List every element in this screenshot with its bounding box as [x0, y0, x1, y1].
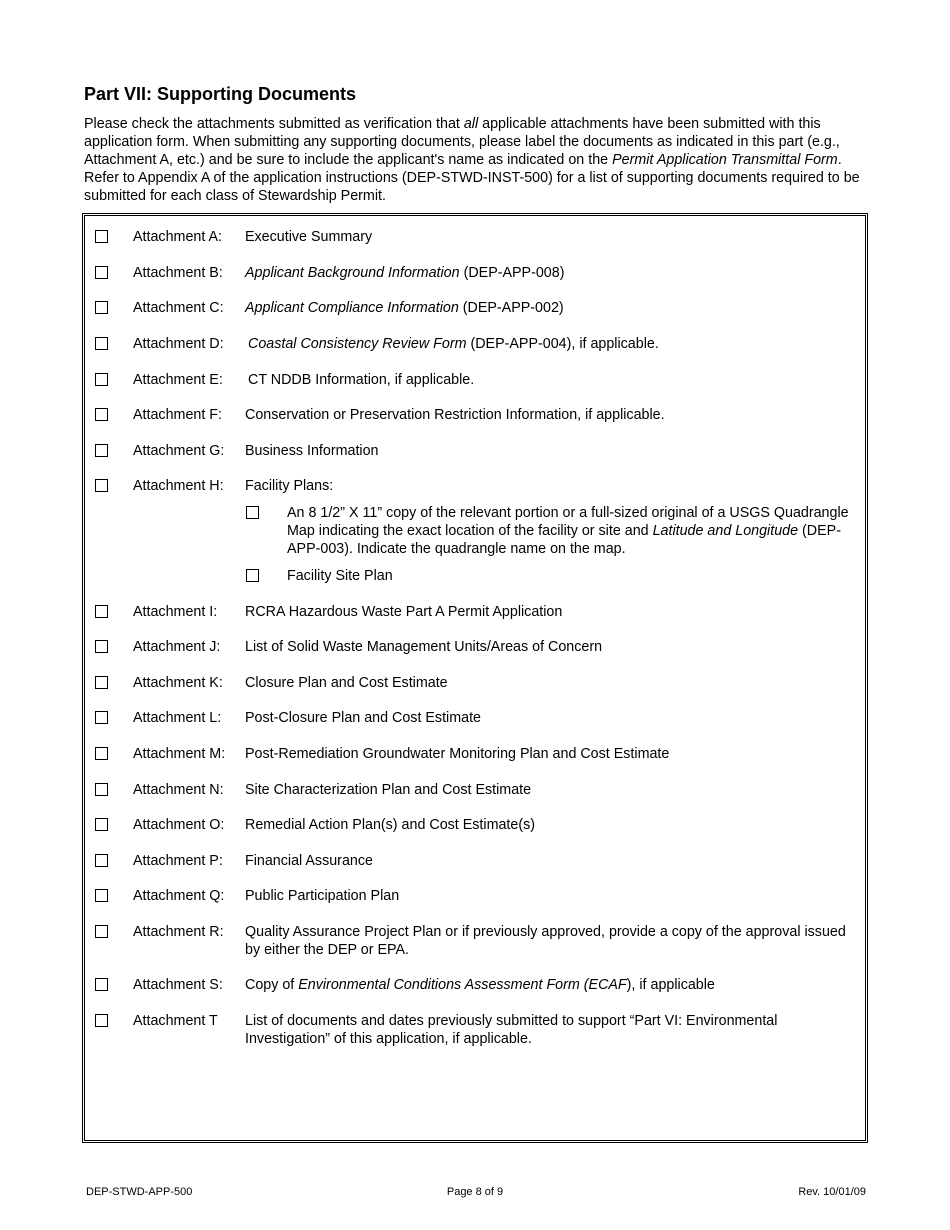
attachment-f-desc: Conservation or Preservation Restriction Information, if applicable.: [245, 407, 665, 423]
attachment-p-label: Attachment P:: [133, 853, 223, 869]
attachment-i-label: Attachment I:: [133, 604, 218, 620]
footer-form-id: DEP-STWD-APP-500: [86, 1186, 193, 1198]
attachment-s-checkbox[interactable]: [95, 978, 108, 991]
attachment-j-label: Attachment J:: [133, 639, 221, 655]
attachment-h-checkbox[interactable]: [95, 479, 108, 492]
attachment-r-desc: Quality Assurance Project Plan or if previously approved, provide a copy of the approval issued by either the DEP or EPA.: [245, 924, 846, 958]
attachment-g-desc: Business Information: [245, 443, 379, 459]
attachment-p-checkbox[interactable]: [95, 854, 108, 867]
attachment-o-desc: Remedial Action Plan(s) and Cost Estimate(s): [245, 817, 536, 833]
attachment-l-label: Attachment L:: [133, 710, 222, 726]
attachment-b-desc: Applicant Background Information (DEP-APP-008): [245, 265, 565, 281]
attachment-t-desc: List of documents and dates previously submitted to support “Part VI: Environmental Investigation” of this application, if applicable.: [245, 1013, 778, 1047]
attachment-e-checkbox[interactable]: [95, 373, 108, 386]
attachments-box: [82, 213, 868, 1143]
attachment-g-label: Attachment G:: [133, 443, 225, 459]
attachment-m-desc: Post-Remediation Groundwater Monitoring Plan and Cost Estimate: [245, 746, 670, 762]
attachment-i-checkbox[interactable]: [95, 605, 108, 618]
attachment-h-siteplan-desc: Facility Site Plan: [287, 568, 393, 584]
attachment-a-checkbox[interactable]: [95, 230, 108, 243]
attachment-q-checkbox[interactable]: [95, 889, 108, 902]
footer-page-number: Page 8 of 9: [446, 1186, 504, 1198]
attachment-d-checkbox[interactable]: [95, 337, 108, 350]
attachment-k-label: Attachment K:: [133, 675, 223, 691]
attachment-j-checkbox[interactable]: [95, 640, 108, 653]
attachment-c-desc: Applicant Compliance Information (DEP-APP-002): [245, 300, 564, 316]
attachment-l-desc: Post-Closure Plan and Cost Estimate: [245, 710, 482, 726]
attachment-s-label: Attachment S:: [133, 977, 223, 993]
attachment-f-label: Attachment F:: [133, 407, 222, 423]
attachment-t-label: Attachment T: [133, 1013, 218, 1029]
attachment-h-usgs-checkbox[interactable]: [246, 506, 259, 519]
attachment-c-label: Attachment C:: [133, 300, 224, 316]
attachment-r-label: Attachment R:: [133, 924, 224, 940]
attachment-q-label: Attachment Q:: [133, 888, 225, 904]
attachment-r-checkbox[interactable]: [95, 925, 108, 938]
attachment-h-usgs-desc: An 8 1/2” X 11” copy of the relevant portion or a full-sized original of a USGS Quadrangle Map indicating the exact location of the facility or site and Latitude and Longitude (DEP-APP-003). Indicate the quadrangle name on the map.: [287, 505, 849, 557]
attachment-g-checkbox[interactable]: [95, 444, 108, 457]
attachment-a-desc: Executive Summary: [245, 229, 373, 245]
attachment-o-checkbox[interactable]: [95, 818, 108, 831]
attachment-q-desc: Public Participation Plan: [245, 888, 400, 904]
attachment-k-checkbox[interactable]: [95, 676, 108, 689]
attachment-a-label: Attachment A:: [133, 229, 223, 245]
attachment-e-desc: CT NDDB Information, if applicable.: [248, 372, 475, 388]
attachment-d-desc: Coastal Consistency Review Form (DEP-APP-004), if applicable.: [248, 336, 659, 352]
attachment-e-label: Attachment E:: [133, 372, 223, 388]
attachment-k-desc: Closure Plan and Cost Estimate: [245, 675, 448, 691]
attachment-l-checkbox[interactable]: [95, 711, 108, 724]
attachment-n-checkbox[interactable]: [95, 783, 108, 796]
attachment-n-desc: Site Characterization Plan and Cost Estimate: [245, 782, 532, 798]
section-title: Part VII: Supporting Documents: [84, 84, 357, 104]
attachment-h-label: Attachment H:: [133, 478, 224, 494]
attachment-m-checkbox[interactable]: [95, 747, 108, 760]
attachment-s-desc: Copy of Environmental Conditions Assessment Form (ECAF), if applicable: [245, 977, 715, 993]
attachment-h-siteplan-checkbox[interactable]: [246, 569, 259, 582]
attachment-f-checkbox[interactable]: [95, 408, 108, 421]
attachment-n-label: Attachment N:: [133, 782, 224, 798]
attachment-i-desc: RCRA Hazardous Waste Part A Permit Application: [245, 604, 563, 620]
attachment-h-desc: Facility Plans:: [245, 478, 334, 494]
attachment-b-label: Attachment B:: [133, 265, 223, 281]
attachment-c-checkbox[interactable]: [95, 301, 108, 314]
footer-revision: Rev. 10/01/09: [798, 1186, 866, 1198]
attachment-p-desc: Financial Assurance: [245, 853, 373, 869]
attachment-j-desc: List of Solid Waste Management Units/Areas of Concern: [245, 639, 603, 655]
attachment-d-label: Attachment D:: [133, 336, 224, 352]
attachment-o-label: Attachment O:: [133, 817, 225, 833]
attachment-t-checkbox[interactable]: [95, 1014, 108, 1027]
attachment-m-label: Attachment M:: [133, 746, 226, 762]
attachment-b-checkbox[interactable]: [95, 266, 108, 279]
intro-paragraph: Please check the attachments submitted as verification that all applicable attachments have been submitted with this application form. When submitting any supporting documents, please label the documents as indicated in this part (e.g., Attachment A, etc.) and be sure to include the applicant's name as indicated on the Permit Application Transmittal Form. Refer to Appendix A of the application instructions (DEP-STWD-INST-500) for a list of supporting documents required to be submitted for each class of Stewardship Permit.: [84, 116, 860, 204]
